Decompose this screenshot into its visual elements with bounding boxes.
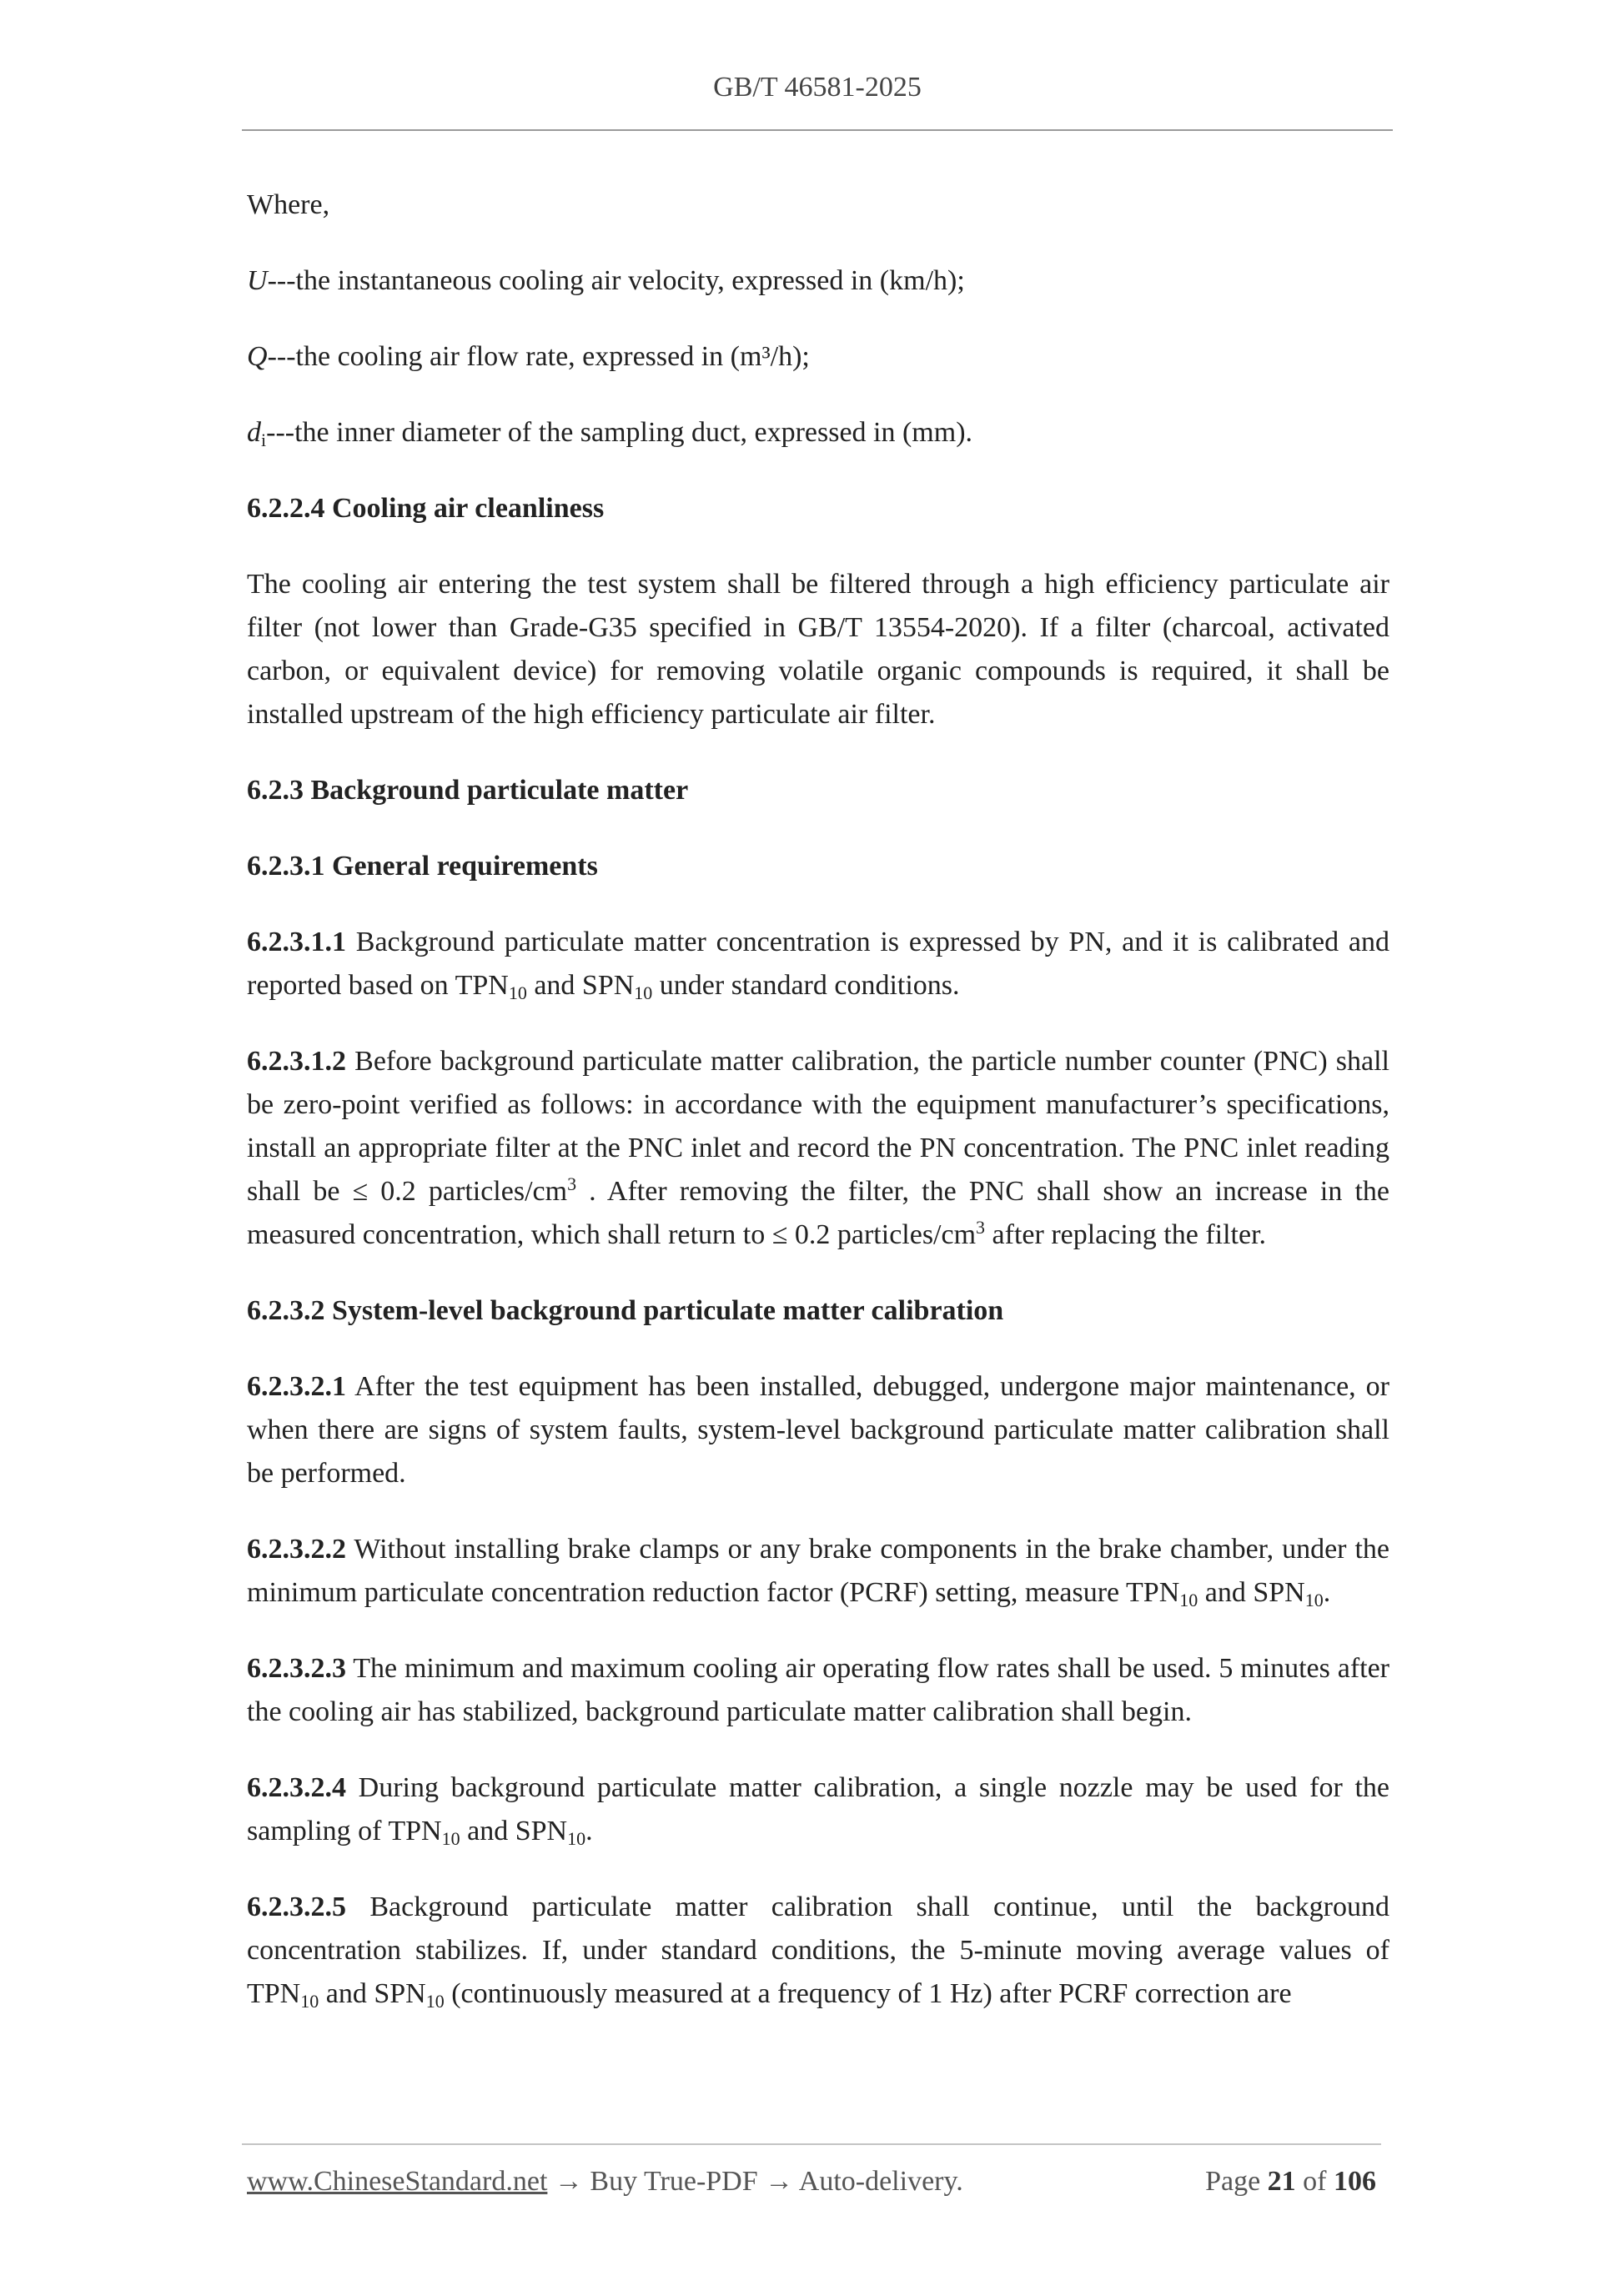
definition-q-text: ---the cooling air flow rate, expressed in (m³/h);	[267, 341, 810, 372]
subscript: 10	[300, 1991, 319, 2012]
heading-6-2-3-2: 6.2.3.2 System-level background particulate matter calibration	[247, 1295, 1004, 1326]
clause-number: 6.2.3.2.1	[247, 1371, 346, 1402]
heading-6-2-2-4: 6.2.2.4 Cooling air cleanliness	[247, 493, 605, 524]
page-footer	[247, 2166, 1381, 2198]
subscript: 10	[634, 982, 653, 1003]
page-number: 21	[1267, 2166, 1296, 2197]
clause-number: 6.2.3.1.1	[247, 927, 346, 957]
clause-text: under standard conditions.	[652, 970, 960, 1001]
clause-text: During background particulate matter calibration, a single nozzle may be used for the sampling of TPN	[247, 1772, 1389, 1846]
heading-6-2-3: 6.2.3 Background particulate matter	[247, 775, 689, 806]
symbol-d: d	[247, 417, 261, 448]
clause-text: .	[585, 1816, 593, 1846]
clause-number: 6.2.3.2.5	[247, 1892, 346, 1922]
subscript: 10	[1304, 1590, 1324, 1610]
subscript: 10	[441, 1828, 460, 1849]
clause-text: . After removing the filter, the PNC shall show an increase in the measured concentration, which shall return to ≤ 0.2 particles/cm	[247, 1176, 1390, 1250]
clause-text: After the test equipment has been installed, debugged, undergone major maintenance, or when there are signs of system faults, system-level background particulate matter calibration shall be performed.	[247, 1371, 1389, 1489]
page-indicator	[1205, 2166, 1376, 2198]
clause-text: and SPN	[526, 970, 635, 1001]
definition-u	[247, 259, 1389, 303]
clause-6-2-3-2-4	[247, 1766, 1389, 1853]
symbol-q: Q	[247, 341, 268, 372]
superscript: 3	[567, 1173, 577, 1194]
website-link[interactable]: www.ChineseStandard.net	[247, 2166, 548, 2197]
paragraph-6-2-2-4: The cooling air entering the test system shall be filtered through a high efficiency particulate air filter (not lower than Grade-G35 specified in GB/T 13554-2020). If a filter (charcoal, activated carbon, or equivalent device) for removing volatile organic compounds is required, it shall be installed upstream of the high efficiency particulate air filter.	[247, 569, 1389, 730]
clause-6-2-3-1-1	[247, 921, 1389, 1007]
clause-number: 6.2.3.2.2	[247, 1534, 346, 1565]
total-pages: 106	[1334, 2166, 1376, 2197]
heading-6-2-3-1: 6.2.3.1 General requirements	[247, 851, 598, 882]
definition-d-text: ---the inner diameter of the sampling duct, expressed in (mm).	[266, 417, 973, 448]
header-divider	[242, 129, 1393, 131]
definition-u-text: ---the instantaneous cooling air velocity, expressed in (km/h);	[267, 265, 965, 296]
clause-text: Before background particulate matter calibration, the particle number counter (PNC) shall be zero-point verified as follows: in accordance with the equipment manufacturer’s specifications, install an appropriate filter at the PNC inlet and record the PN concentration. The PNC inlet reading shall be ≤ 0.2 particles/cm	[247, 1046, 1389, 1207]
symbol-u: U	[247, 265, 268, 296]
clause-text: Background particulate matter concentration is expressed by PN, and it is calibrated and reported based on TPN	[247, 927, 1389, 1001]
clause-text: (continuously measured at a frequency of 1 Hz) after PCRF correction are	[444, 1978, 1292, 2009]
clause-6-2-3-1-2	[247, 1040, 1389, 1257]
subscript: 10	[425, 1991, 445, 2012]
clause-text: and SPN	[1198, 1577, 1305, 1608]
where-label: Where,	[247, 189, 330, 220]
clause-6-2-3-2-1	[247, 1365, 1389, 1495]
clause-text: and SPN	[460, 1816, 568, 1846]
clause-6-2-3-2-2	[247, 1528, 1389, 1615]
clause-text: after replacing the filter.	[985, 1219, 1267, 1250]
clause-6-2-3-2-3	[247, 1647, 1389, 1734]
symbol-d-subscript: i	[261, 430, 267, 450]
clause-number: 6.2.3.2.3	[247, 1653, 346, 1684]
superscript: 3	[976, 1217, 986, 1238]
document-code-header: GB/T 46581-2025	[713, 72, 922, 103]
definition-q	[247, 335, 1389, 379]
clause-6-2-3-2-5	[247, 1886, 1389, 2016]
clause-text: .	[1323, 1577, 1331, 1608]
subscript: 10	[567, 1828, 586, 1849]
footer-divider	[242, 2143, 1381, 2145]
subscript: 10	[1179, 1590, 1198, 1610]
page-word: Page	[1205, 2166, 1261, 2197]
clause-text: Without installing brake clamps or any brake components in the brake chamber, under the minimum particulate concentration reduction factor (PCRF) setting, measure TPN	[247, 1534, 1389, 1608]
clause-text: Background particulate matter calibration shall continue, until the background concentration stabilizes. If, under standard conditions, the 5-minute moving average values of TPN	[247, 1892, 1389, 2009]
clause-text: The minimum and maximum cooling air operating flow rates shall be used. 5 minutes after the cooling air has stabilized, background particulate matter calibration shall begin.	[247, 1653, 1389, 1727]
subscript: 10	[508, 982, 527, 1003]
clause-text: and SPN	[319, 1978, 426, 2009]
clause-number: 6.2.3.2.4	[247, 1772, 346, 1803]
footer-promo-text: → Buy True-PDF → Auto-delivery.	[547, 2166, 963, 2197]
of-word: of	[1303, 2166, 1327, 2197]
clause-number: 6.2.3.1.2	[247, 1046, 346, 1077]
page-body	[247, 183, 1389, 2048]
definition-d	[247, 411, 1389, 455]
